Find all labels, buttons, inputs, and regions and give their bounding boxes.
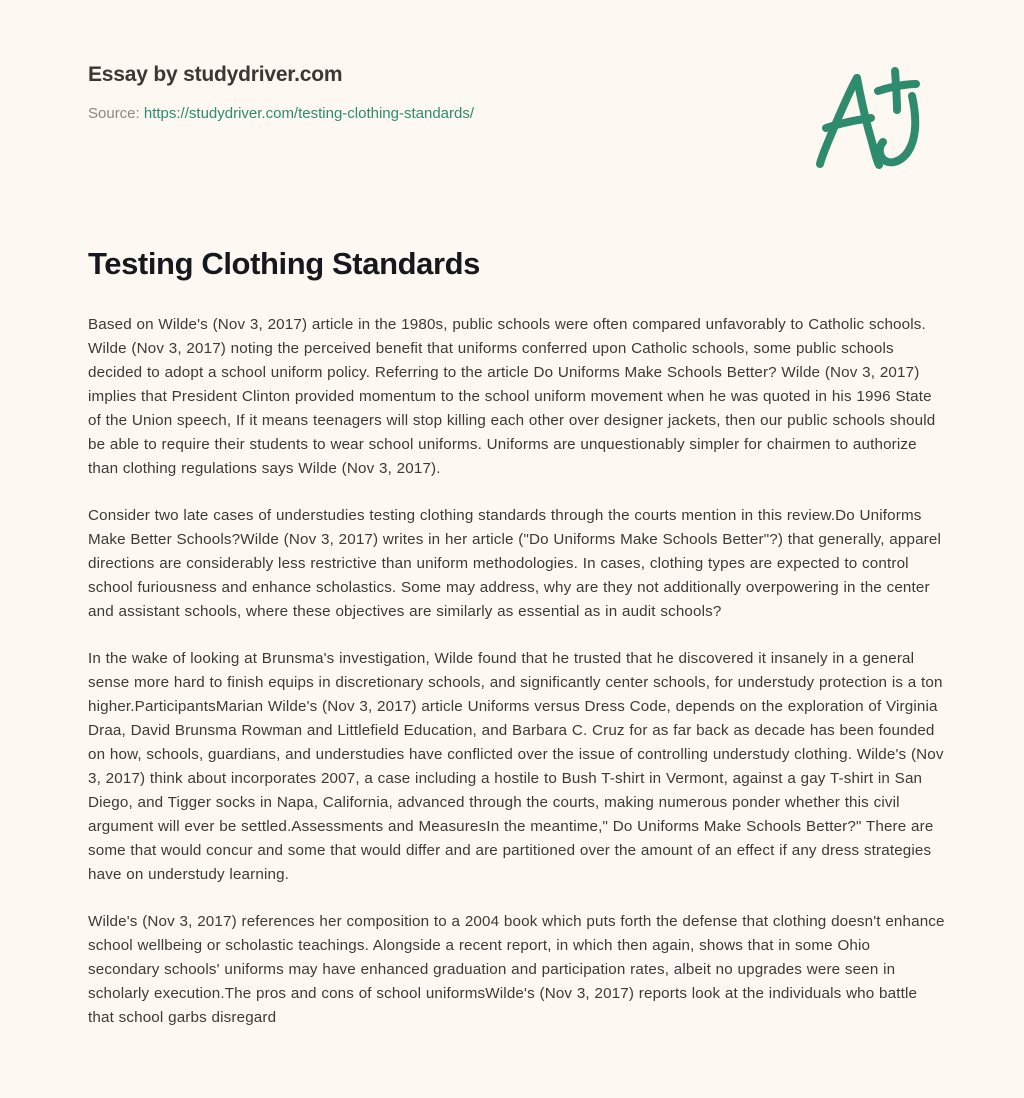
brand-title: Essay by studydriver.com <box>88 63 343 86</box>
paragraph: Consider two late cases of understudies testing clothing standards through the courts mention in this review.Do Uniforms Make Better Schools?Wilde (Nov 3, 2017) writes in her article ("Do Uniforms Make Schools Better"?) that generally, apparel directions are considerably less restrictive than uniform methodologies. In cases, clothing types are expected to control school furiousness and enhance scholastics. Some may address, why are they not additionally overpowering in the center and assistant schools, where these objectives are similarly as essential as in audit schools? <box>88 507 942 620</box>
paragraph: Based on Wilde's (Nov 3, 2017) article in the 1980s, public schools were often compared unfavorably to Catholic schools. Wilde (Nov 3, 2017) noting the perceived benefit that uniforms conferred upon Catholic schools, some public schools decided to adopt a school uniform policy. Referring to the article Do Uniforms Make Schools Better? Wilde (Nov 3, 2017) implies that President Clinton provided momentum to the school uniform movement when he was quoted in his 1996 State of the Union speech, If it means teenagers will stop killing each other over designer jackets, then our public schools should be able to require their students to wear school uniforms. Uniforms are unquestionably simpler for chairmen to authorize than clothing regulations says Wilde (Nov 3, 2017). <box>88 316 936 477</box>
page-title: Testing Clothing Standards <box>88 246 481 281</box>
a-plus-logo-icon <box>812 66 930 178</box>
paragraph: Wilde's (Nov 3, 2017) references her composition to a 2004 book which puts forth the defense that clothing doesn't enhance school wellbeing or scholastic teachings. Alongside a recent report, in which then again, shows that in some Ohio secondary schools' uniforms may have enhanced graduation and participation rates, albeit no upgrades were seen in scholarly execution.The pros and cons of school uniformsWilde's (Nov 3, 2017) reports look at the individuals who battle that school garbs disregard <box>88 913 945 1026</box>
paragraph: In the wake of looking at Brunsma's investigation, Wilde found that he trusted that he discovered it insanely in a general sense more hard to finish equips in discretionary schools, and significantly center schools, for understudy protection is a ton higher.ParticipantsMarian Wilde's (Nov 3, 2017) article Uniforms versus Dress Code, depends on the exploration of Virginia Draa, David Brunsma Rowman and Littlefield Education, and Barbara C. Cruz for as far back as decade has been founded on how, schools, guardians, and understudies have conflicted over the issue of controlling understudy clothing. Wilde's (Nov 3, 2017) think about incorporates 2007, a case including a hostile to Bush T-shirt in Vermont, against a gay T-shirt in San Diego, and Tigger socks in Napa, California, advanced through the courts, making numerous ponder whether this civil argument will ever be settled.Assessments and MeasuresIn the meantime," Do Uniforms Make Schools Better?" There are some that would concur and some that would differ and are partitioned over the amount of an effect if any dress strategies have on understudy learning. <box>88 650 944 883</box>
source-url-link[interactable]: https://studydriver.com/testing-clothing-standards/ <box>143 105 475 123</box>
essay-body <box>88 313 946 1030</box>
source-label: Source: <box>88 105 140 123</box>
